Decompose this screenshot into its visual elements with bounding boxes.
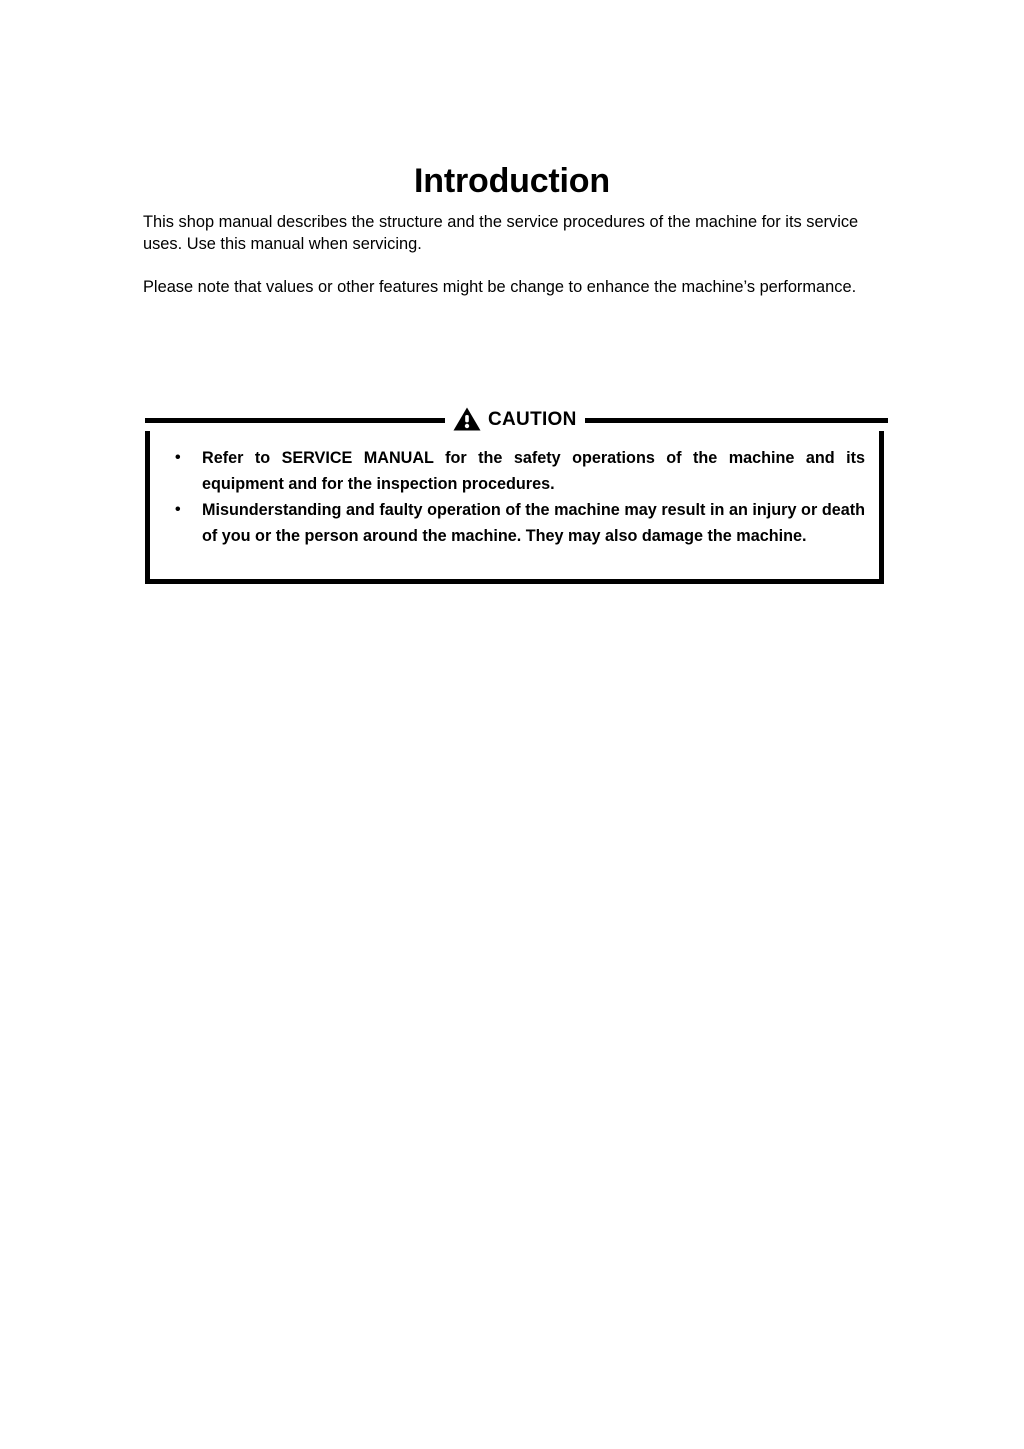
intro-body <box>143 212 880 299</box>
caution-list-item <box>162 445 865 497</box>
caution-box <box>145 431 884 584</box>
warning-triangle-icon <box>453 407 481 431</box>
caution-list <box>162 445 865 549</box>
caution-rule-left <box>145 418 445 423</box>
bullet-glyph: • <box>175 449 181 466</box>
intro-paragraph-2: Please note that values or other features might be change to enhance the machine’s performance. <box>143 278 857 296</box>
caution-header <box>145 409 884 431</box>
caution-list-item <box>162 497 865 549</box>
page-title: Introduction <box>414 161 610 200</box>
caution-callout <box>145 409 884 584</box>
caution-rule-right <box>585 418 888 423</box>
caution-item-text: Misunderstanding and faulty operation of the machine may result in an injury or death of you or the person around the machine. They may also damage the machine. <box>202 501 865 545</box>
caution-item-text: Refer to SERVICE MANUAL for the safety operations of the machine and its equipment and for the inspection procedures. <box>202 449 865 493</box>
caution-label: CAUTION <box>488 408 577 430</box>
bullet-glyph: • <box>175 501 181 518</box>
intro-paragraph-1: This shop manual describes the structure and the service procedures of the machine for its service uses. Use this manual when servicing. <box>143 213 859 253</box>
caution-label-group <box>445 407 585 431</box>
